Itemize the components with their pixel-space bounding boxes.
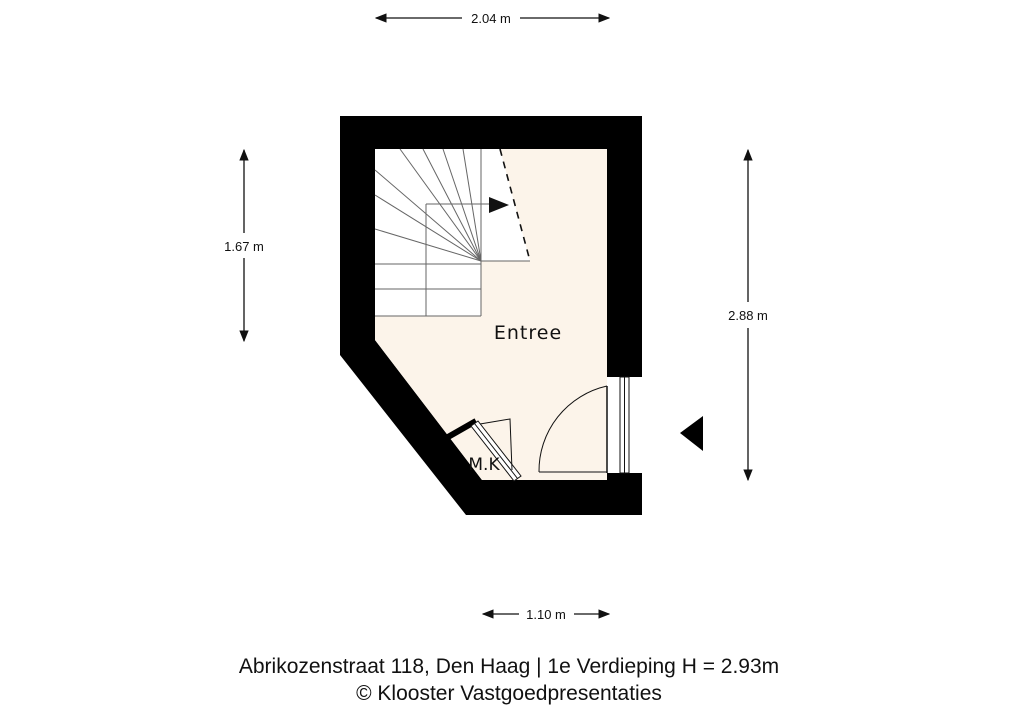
- dimension-top: [376, 11, 609, 26]
- dimension-right-label: 2.88 m: [728, 308, 768, 323]
- dimension-bottom: [483, 607, 609, 622]
- dimension-top-label: 2.04 m: [471, 11, 511, 26]
- dimension-left-label: 1.67 m: [224, 239, 264, 254]
- room-label-meterkast: M.K: [468, 455, 500, 475]
- room-label-entree: Entree: [493, 322, 563, 344]
- dimension-bottom-label: 1.10 m: [526, 607, 566, 622]
- dimension-left: [224, 150, 264, 341]
- entrance-arrow-icon: [680, 416, 703, 451]
- footer-copyright: © Klooster Vastgoedpresentaties: [356, 682, 662, 705]
- dimension-right: [728, 150, 768, 480]
- footer-address: Abrikozenstraat 118, Den Haag | 1e Verdieping H = 2.93m: [238, 655, 780, 678]
